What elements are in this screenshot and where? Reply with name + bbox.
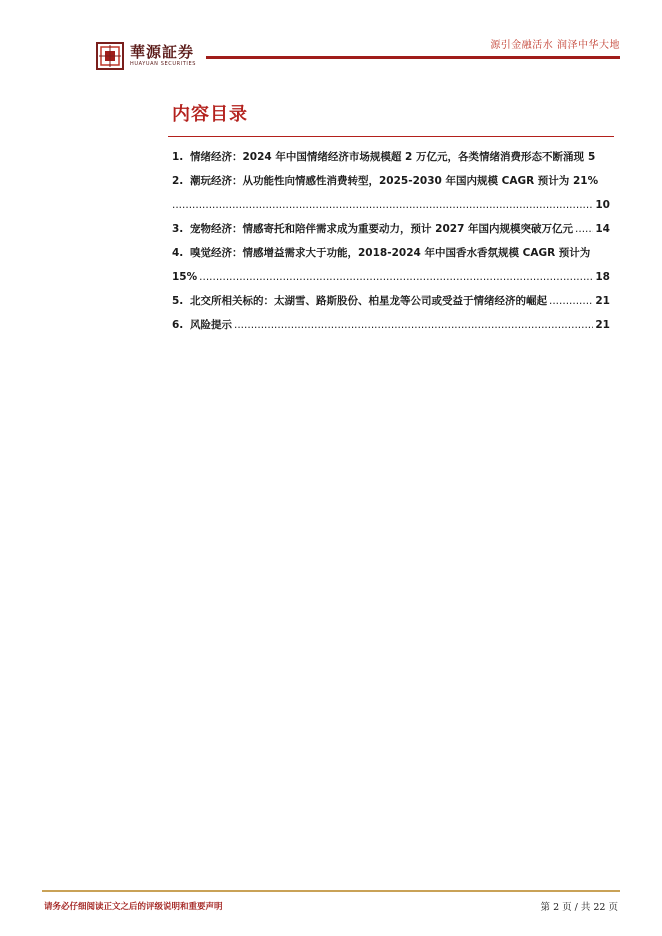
toc-leader-dots (234, 318, 593, 332)
toc-title: 内容目录 (172, 104, 248, 125)
toc-list (172, 150, 610, 342)
logo-subtitle: HUAYUAN SECURITIES (130, 61, 197, 67)
toc-title-divider (168, 136, 614, 137)
toc-entry-text[interactable]: 潮玩经济：从功能性向情感性消费转型，2025-2030 年国内规模 CAGR 预计为 21% (190, 175, 599, 187)
toc-entry-6[interactable] (172, 318, 610, 332)
header-slogan: 源引金融活水 润泽中华大地 (490, 40, 620, 51)
toc-entry-5[interactable] (172, 294, 610, 308)
logo-name: 華源証券 (130, 43, 195, 61)
toc-entry-page: 5 (588, 151, 596, 163)
toc-entry-number: 4. (172, 247, 184, 259)
toc-entry-number: 3. (172, 223, 184, 235)
toc-entry-2[interactable] (172, 174, 610, 212)
toc-leader-dots (172, 198, 593, 212)
toc-leader-dots (549, 294, 593, 308)
toc-entry-text[interactable]: 风险提示 (190, 319, 232, 331)
toc-entry-text[interactable]: 宠物经济：情感寄托和陪伴需求成为重要动力，预计 2027 年国内规模突破万亿元 (190, 223, 574, 235)
toc-entry-number: 2. (172, 175, 184, 187)
toc-entry-text-continued[interactable]: 15% (172, 271, 198, 283)
logo-emblem-icon (96, 42, 124, 70)
toc-entry-number: 5. (172, 295, 184, 307)
toc-entry-text[interactable]: 情绪经济：2024 年中国情绪经济市场规模超 2 万亿元，各类情绪消费形态不断涌现 (190, 151, 584, 163)
company-logo (96, 42, 196, 70)
toc-entry-number: 6. (172, 319, 184, 331)
toc-leader-dots (199, 270, 593, 284)
toc-entry-text[interactable]: 北交所相关标的：太湖雪、路斯股份、柏星龙等公司或受益于情绪经济的崛起 (190, 295, 547, 307)
toc-entry-page: 10 (595, 199, 610, 211)
toc-entry-1[interactable] (172, 150, 610, 164)
toc-entry-page: 21 (595, 295, 610, 307)
toc-entry-4[interactable] (172, 246, 610, 284)
toc-entry-page: 14 (595, 223, 610, 235)
toc-entry-number: 1. (172, 151, 184, 163)
toc-entry-page: 18 (595, 271, 610, 283)
toc-entry-page: 21 (595, 319, 610, 331)
footer-disclaimer: 请务必仔细阅读正文之后的评级说明和重要声明 (44, 902, 223, 912)
footer-page-info: 第 2 页 / 共 22 页 (540, 902, 618, 913)
toc-leader-dots (575, 222, 593, 236)
header-divider (206, 56, 620, 59)
footer-divider (42, 890, 620, 892)
toc-entry-text[interactable]: 嗅觉经济：情感增益需求大于功能，2018-2024 年中国香水香氛规模 CAGR 预计为 (190, 247, 591, 259)
toc-entry-3[interactable] (172, 222, 610, 236)
